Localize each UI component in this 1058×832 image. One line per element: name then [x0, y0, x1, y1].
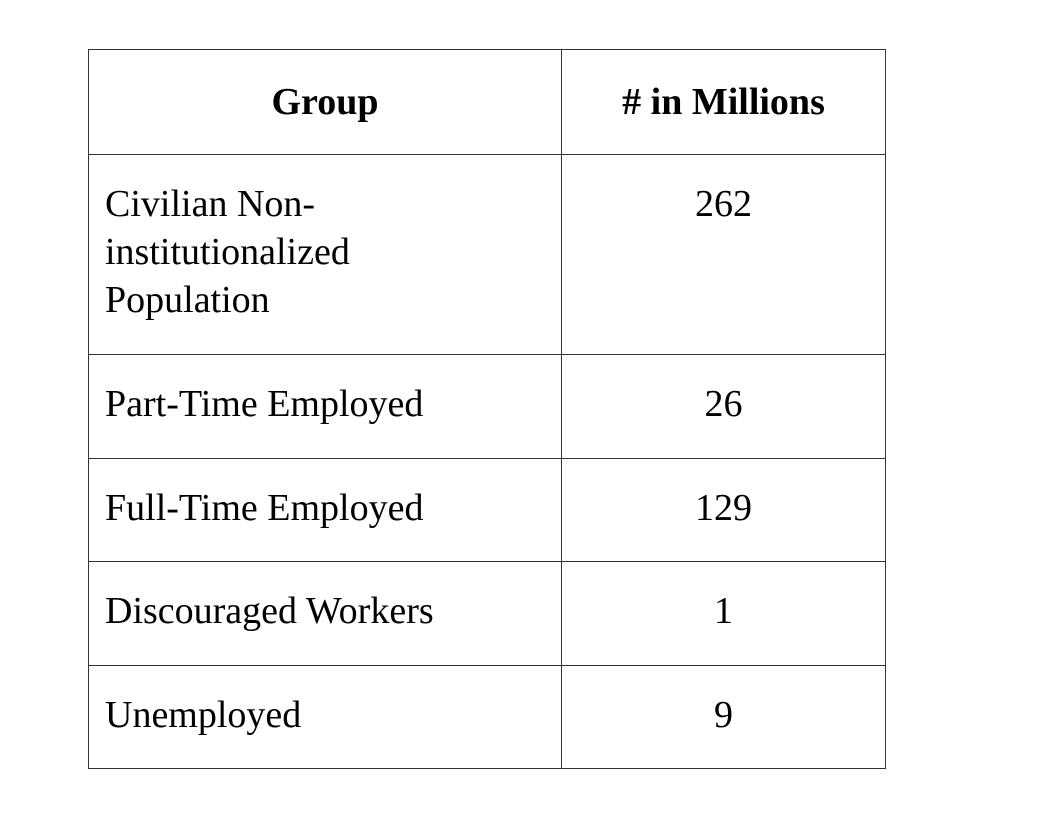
row-group-label-line: Population	[105, 279, 270, 321]
row-count-value: 9	[562, 666, 886, 769]
row-group-label: Discouraged Workers	[89, 562, 562, 666]
row-count-value: 129	[562, 459, 886, 562]
header-group: Group	[89, 50, 562, 155]
table-row	[89, 155, 886, 355]
row-count-value: 262	[562, 155, 886, 355]
row-count-value: 1	[562, 562, 886, 666]
table-row	[89, 666, 886, 769]
table-row	[89, 562, 886, 666]
table-row	[89, 355, 886, 459]
row-group-label: Full-Time Employed	[89, 459, 562, 562]
table-header-row	[89, 50, 886, 155]
row-group-label	[89, 155, 562, 355]
table-row	[89, 459, 886, 562]
row-group-label: Part-Time Employed	[89, 355, 562, 459]
row-group-label-line: Civilian Non-	[105, 183, 316, 225]
row-group-label-line: institutionalized	[105, 231, 350, 273]
employment-table	[88, 49, 886, 769]
row-count-value: 26	[562, 355, 886, 459]
row-group-label: Unemployed	[89, 666, 562, 769]
header-count: # in Millions	[562, 50, 886, 155]
